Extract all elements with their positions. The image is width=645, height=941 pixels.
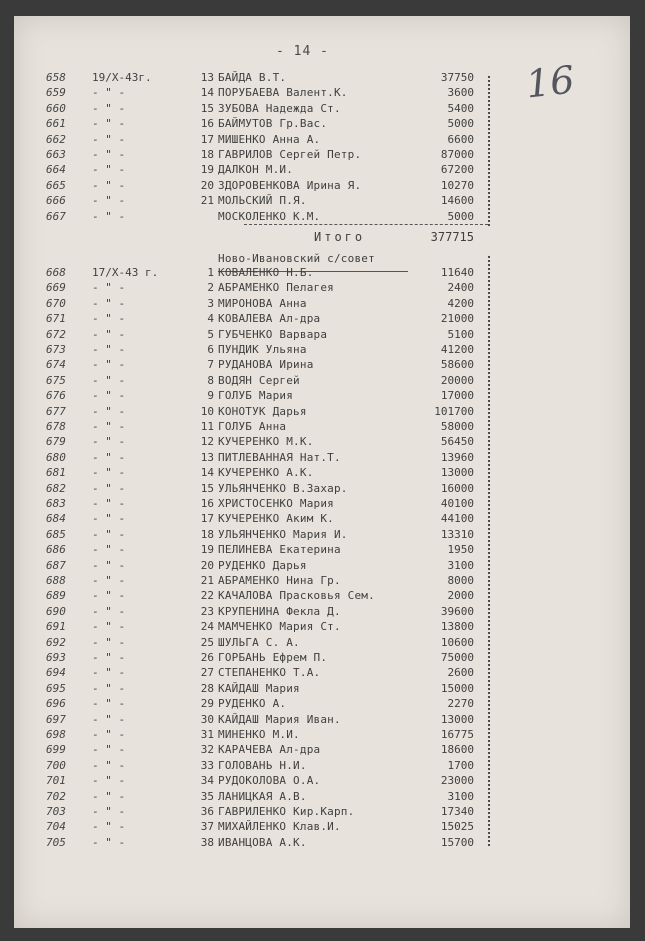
entry-subnumber: 22 [200, 589, 214, 603]
entry-amount: 5100 [447, 327, 474, 341]
entry-date: - " - [92, 281, 126, 295]
list-item [14, 297, 630, 311]
entry-date: - " - [92, 343, 126, 356]
list-item [14, 374, 630, 388]
entry-name: РУДОКОЛОВА О.А. [218, 774, 321, 788]
entry-date: - " - [92, 450, 126, 464]
entry-number: 660 [46, 101, 66, 115]
entry-date: - " - [92, 805, 126, 818]
entry-subnumber: 24 [200, 620, 214, 634]
entry-amount: 41200 [440, 343, 474, 356]
entry-amount: 2000 [447, 589, 474, 603]
entry-date: - " - [92, 194, 126, 208]
entry-name: РУДЕНКО Дарья [218, 558, 307, 572]
entry-number: 672 [46, 327, 66, 341]
entry-amount: 13960 [440, 450, 474, 464]
list-item [14, 328, 630, 342]
document-sheet [14, 16, 630, 928]
entry-name: ПОРУБАЕВА Валент.К. [218, 86, 348, 100]
entry-subnumber: 14 [200, 86, 214, 100]
entry-amount: 3100 [447, 789, 474, 803]
entry-amount: 56450 [440, 435, 474, 449]
entry-date: - " - [92, 620, 126, 634]
entry-number: 670 [46, 296, 66, 310]
entry-amount: 44100 [440, 512, 474, 526]
list-item [14, 389, 630, 403]
entry-subnumber: 14 [200, 466, 214, 480]
entry-date: - " - [92, 728, 126, 741]
entry-subnumber: 20 [200, 178, 214, 192]
entry-subnumber: 16 [200, 117, 214, 131]
entry-name: КАЧАЛОВА Прасковья Сем. [218, 589, 375, 603]
entry-number: 685 [46, 527, 66, 541]
entry-subnumber: 28 [200, 681, 214, 695]
entry-name: ГОЛУБ Анна [218, 420, 287, 433]
entry-subnumber: 9 [207, 389, 214, 403]
list-item [14, 651, 630, 665]
entry-date: - " - [92, 389, 126, 403]
list-item [14, 71, 630, 85]
entry-name: КУЧЕРЕНКО М.К. [218, 435, 314, 449]
entry-amount: 6600 [447, 132, 474, 146]
entry-number: 666 [46, 194, 66, 208]
list-item [14, 482, 630, 496]
entry-number: 664 [46, 163, 66, 177]
entry-subnumber: 7 [207, 358, 214, 372]
entry-date: - " - [92, 132, 126, 146]
entry-amount: 3600 [447, 86, 474, 100]
entry-amount: 13310 [440, 527, 474, 541]
entry-date: - " - [92, 558, 126, 572]
entry-date: - " - [92, 327, 126, 341]
list-item [14, 281, 630, 295]
entry-name: ПУНДИК Ульяна [218, 343, 307, 356]
entry-date: 17/X-43 г. [92, 266, 159, 279]
entry-name: ЗДОРОВЕНКОВА Ирина Я. [218, 178, 362, 192]
entry-amount: 11640 [440, 266, 474, 279]
entry-amount: 5000 [447, 117, 474, 131]
entry-date: 19/X-43г. [92, 71, 152, 84]
entry-number: 671 [46, 312, 66, 326]
entry-number: 700 [46, 758, 66, 772]
entry-name: РУДАНОВА Ирина [218, 358, 314, 372]
entry-subnumber: 30 [200, 712, 214, 726]
entry-date: - " - [92, 774, 126, 788]
list-item [14, 636, 630, 650]
entry-name: ХРИСТОСЕНКО Мария [218, 497, 334, 510]
entry-name: МОСКОЛЕНКО К.М. [218, 209, 321, 223]
entry-amount: 10600 [440, 635, 474, 649]
entry-name: ДАЛКОН М.И. [218, 163, 294, 177]
entry-number: 665 [46, 178, 66, 192]
list-item [14, 117, 630, 131]
entry-name: МИРОНОВА Анна [218, 296, 307, 310]
entry-number: 693 [46, 651, 66, 664]
total-label: Итого [314, 230, 366, 244]
entry-amount: 58000 [440, 420, 474, 433]
entry-name: ГУБЧЕНКО Варвара [218, 327, 328, 341]
list-item [14, 697, 630, 711]
list-item [14, 466, 630, 480]
list-item [14, 774, 630, 788]
list-item [14, 133, 630, 147]
entry-date: - " - [92, 404, 126, 418]
entry-subnumber: 5 [207, 327, 214, 341]
entry-name: БАЙМУТОВ Гр.Вас. [218, 117, 328, 131]
entry-number: 663 [46, 148, 66, 161]
entry-amount: 20000 [440, 373, 474, 387]
entry-date: - " - [92, 163, 126, 177]
handwritten-folio-number: 16 [523, 57, 577, 107]
entry-amount: 13800 [440, 620, 474, 634]
list-item [14, 620, 630, 634]
entry-number: 691 [46, 620, 66, 634]
entry-name: ЛАНИЦКАЯ А.В. [218, 789, 307, 803]
entry-date: - " - [92, 835, 126, 849]
entry-amount: 101700 [434, 404, 474, 418]
entry-amount: 5000 [447, 209, 474, 223]
entry-name: ГОРБАНЬ Ефрем П. [218, 651, 328, 664]
list-item [14, 405, 630, 419]
entry-subnumber: 35 [200, 789, 214, 803]
entry-date: - " - [92, 148, 126, 161]
list-item [14, 435, 630, 449]
entry-subnumber: 17 [200, 132, 214, 146]
entry-subnumber: 12 [200, 435, 214, 449]
entry-name: МИШЕНКО Анна А. [218, 132, 321, 146]
list-item [14, 543, 630, 557]
list-item [14, 512, 630, 526]
entry-name: АБРАМЕНКО Пелагея [218, 281, 334, 295]
entry-amount: 37750 [440, 71, 474, 84]
entry-subnumber: 15 [200, 101, 214, 115]
list-item [14, 179, 630, 193]
list-item [14, 266, 630, 280]
entry-subnumber: 37 [200, 820, 214, 834]
entry-number: 687 [46, 558, 66, 572]
entry-name: КАЙДАШ Мария Иван. [218, 712, 341, 726]
entry-name: КОНОТУК Дарья [218, 404, 307, 418]
entry-subnumber: 20 [200, 558, 214, 572]
entry-name: МОЛЬСКИЙ П.Я. [218, 194, 307, 208]
list-item [14, 148, 630, 162]
entry-subnumber: 23 [200, 604, 214, 618]
entry-amount: 16775 [440, 728, 474, 741]
entry-amount: 16000 [440, 481, 474, 495]
entry-subnumber: 21 [200, 194, 214, 208]
entry-subnumber: 8 [207, 373, 214, 387]
entry-name: ГАВРИЛЕНКО Кир.Карп. [218, 805, 355, 818]
entry-number: 679 [46, 435, 66, 449]
entry-date: - " - [92, 512, 126, 526]
entry-name: ИВАНЦОВА А.К. [218, 835, 307, 849]
entry-subnumber: 29 [200, 697, 214, 711]
entry-name: ГАВРИЛОВ Сергей Петр. [218, 148, 362, 161]
entry-subnumber: 31 [200, 728, 214, 741]
entry-number: 675 [46, 373, 66, 387]
entry-name: ГОЛОВАНЬ Н.И. [218, 758, 307, 772]
list-item [14, 312, 630, 326]
entry-name: РУДЕНКО А. [218, 697, 287, 711]
entry-amount: 15000 [440, 681, 474, 695]
entry-amount: 15025 [440, 820, 474, 834]
total-divider [244, 224, 488, 225]
entry-date: - " - [92, 743, 126, 757]
list-item [14, 559, 630, 573]
entry-number: 692 [46, 635, 66, 649]
entry-amount: 40100 [440, 497, 474, 510]
list-item [14, 343, 630, 357]
entry-number: 680 [46, 450, 66, 464]
entry-name: ПЕЛИНЕВА Екатерина [218, 543, 341, 557]
list-item [14, 497, 630, 511]
entry-number: 683 [46, 497, 66, 510]
entry-amount: 58600 [440, 358, 474, 372]
entry-date: - " - [92, 820, 126, 834]
list-item [14, 102, 630, 116]
list-item [14, 589, 630, 603]
entry-amount: 23000 [440, 774, 474, 788]
entry-name: УЛЬЯНЧЕНКО В.Захар. [218, 481, 348, 495]
entry-subnumber: 17 [200, 512, 214, 526]
entry-number: 698 [46, 728, 66, 741]
entry-amount: 10270 [440, 178, 474, 192]
entry-amount: 17000 [440, 389, 474, 403]
entry-date: - " - [92, 497, 126, 510]
list-item [14, 210, 630, 224]
entry-subnumber: 33 [200, 758, 214, 772]
list-item [14, 194, 630, 208]
entry-name: КУЧЕРЕНКО Аким К. [218, 512, 334, 526]
entry-number: 701 [46, 774, 66, 788]
entry-subnumber: 27 [200, 666, 214, 680]
entry-number: 668 [46, 266, 66, 279]
entry-subnumber: 13 [200, 71, 214, 84]
entry-name: КАЙДАШ Мария [218, 681, 300, 695]
entry-subnumber: 10 [200, 404, 214, 418]
entry-subnumber: 19 [200, 163, 214, 177]
entry-number: 704 [46, 820, 66, 834]
entry-date: - " - [92, 697, 126, 711]
entry-amount: 67200 [440, 163, 474, 177]
list-item [14, 790, 630, 804]
entry-subnumber: 21 [200, 574, 214, 587]
entry-date: - " - [92, 527, 126, 541]
list-item [14, 86, 630, 100]
entry-number: 695 [46, 681, 66, 695]
entry-name: АБРАМЕНКО Нина Гр. [218, 574, 341, 587]
entry-amount: 15700 [440, 835, 474, 849]
entry-amount: 3100 [447, 558, 474, 572]
entry-number: 703 [46, 805, 66, 818]
entry-name: ВОДЯН Сергей [218, 373, 300, 387]
entry-amount: 14600 [440, 194, 474, 208]
entry-date: - " - [92, 86, 126, 100]
entry-number: 659 [46, 86, 66, 100]
entry-number: 686 [46, 543, 66, 557]
entry-number: 678 [46, 420, 66, 433]
entry-number: 684 [46, 512, 66, 526]
council-heading [14, 252, 630, 266]
entry-date: - " - [92, 635, 126, 649]
entry-date: - " - [92, 178, 126, 192]
entry-name: КРУПЕНИНА Фекла Д. [218, 604, 341, 618]
entry-subnumber: 34 [200, 774, 214, 788]
entry-subnumber: 1 [207, 266, 214, 279]
entry-number: 677 [46, 404, 66, 418]
entry-date: - " - [92, 481, 126, 495]
entry-date: - " - [92, 789, 126, 803]
entry-amount: 5400 [447, 101, 474, 115]
entry-name: ПИТЛЕВАННАЯ Нат.Т. [218, 450, 341, 464]
entry-subnumber: 36 [200, 805, 214, 818]
entry-date: - " - [92, 466, 126, 480]
entry-subnumber: 11 [200, 420, 214, 433]
entry-amount: 2600 [447, 666, 474, 680]
entry-amount: 18600 [440, 743, 474, 757]
list-item [14, 820, 630, 834]
entry-date: - " - [92, 101, 126, 115]
list-item [14, 605, 630, 619]
entry-number: 669 [46, 281, 66, 295]
entry-number: 699 [46, 743, 66, 757]
entry-name: КАРАЧЕВА Ал-дра [218, 743, 321, 757]
entry-subnumber: 6 [207, 343, 214, 356]
list-item [14, 420, 630, 434]
entry-date: - " - [92, 373, 126, 387]
list-item [14, 759, 630, 773]
entry-date: - " - [92, 758, 126, 772]
list-item [14, 682, 630, 696]
entry-subnumber: 15 [200, 481, 214, 495]
entry-number: 696 [46, 697, 66, 711]
total-amount: 377715 [430, 230, 474, 244]
entry-subnumber: 18 [200, 527, 214, 541]
entry-number: 688 [46, 574, 66, 587]
entry-date: - " - [92, 209, 126, 223]
list-item [14, 805, 630, 819]
entry-date: - " - [92, 420, 126, 433]
entry-name: СТЕПАНЕНКО Т.А. [218, 666, 321, 680]
entry-amount: 13000 [440, 466, 474, 480]
entry-amount: 8000 [447, 574, 474, 587]
list-item [14, 743, 630, 757]
entry-subnumber: 2 [207, 281, 214, 295]
entry-subnumber: 25 [200, 635, 214, 649]
entry-name: КОВАЛЕВА Ал-дра [218, 312, 321, 326]
entry-name: БАЙДА В.Т. [218, 71, 287, 84]
entry-date: - " - [92, 117, 126, 131]
entry-number: 676 [46, 389, 66, 403]
entry-date: - " - [92, 312, 126, 326]
entry-subnumber: 38 [200, 835, 214, 849]
list-item [14, 451, 630, 465]
entry-number: 662 [46, 132, 66, 146]
list-item [14, 728, 630, 742]
entry-date: - " - [92, 543, 126, 557]
entry-amount: 13000 [440, 712, 474, 726]
entry-date: - " - [92, 574, 126, 587]
entry-amount: 75000 [440, 651, 474, 664]
list-item [14, 358, 630, 372]
entry-date: - " - [92, 358, 126, 372]
list-item [14, 666, 630, 680]
entry-name: ШУЛЬГА С. А. [218, 635, 300, 649]
entry-number: 694 [46, 666, 66, 680]
entry-subnumber: 19 [200, 543, 214, 557]
council-name: Ново-Ивановский с/совет [218, 252, 375, 265]
entry-number: 697 [46, 712, 66, 726]
entry-date: - " - [92, 681, 126, 695]
entry-name: КОВАЛЕНКО Н.Б. [218, 266, 314, 279]
entry-date: - " - [92, 651, 126, 664]
entry-date: - " - [92, 589, 126, 603]
entry-amount: 1700 [447, 758, 474, 772]
list-item [14, 574, 630, 588]
entry-date: - " - [92, 666, 126, 680]
column-dots [488, 76, 496, 226]
entry-name: МИХАЙЛЕНКО Клав.И. [218, 820, 341, 834]
entry-amount: 39600 [440, 604, 474, 618]
entry-date: - " - [92, 435, 126, 449]
entry-number: 658 [46, 71, 66, 84]
entry-number: 702 [46, 789, 66, 803]
entry-name: МАМЧЕНКО Мария Ст. [218, 620, 341, 634]
entry-number: 674 [46, 358, 66, 372]
entry-subnumber: 4 [207, 312, 214, 326]
entry-name: МИНЕНКО М.И. [218, 728, 300, 741]
entry-name: УЛЬЯНЧЕНКО Мария И. [218, 527, 348, 541]
entry-amount: 21000 [440, 312, 474, 326]
entry-amount: 87000 [440, 148, 474, 161]
entry-subnumber: 32 [200, 743, 214, 757]
list-item [14, 163, 630, 177]
list-item [14, 528, 630, 542]
entry-number: 690 [46, 604, 66, 618]
list-item [14, 713, 630, 727]
page-number: - 14 - [276, 44, 329, 59]
entry-subnumber: 3 [207, 296, 214, 310]
entry-number: 667 [46, 209, 66, 223]
entry-name: КУЧЕРЕНКО А.К. [218, 466, 314, 480]
entry-subnumber: 18 [200, 148, 214, 161]
entry-number: 705 [46, 835, 66, 849]
entry-name: ЗУБОВА Надежда Ст. [218, 101, 341, 115]
total-row [14, 230, 630, 244]
entry-number: 682 [46, 481, 66, 495]
entry-date: - " - [92, 296, 126, 310]
entry-amount: 1950 [447, 543, 474, 557]
entry-number: 681 [46, 466, 66, 480]
list-item [14, 836, 630, 850]
entry-amount: 17340 [440, 805, 474, 818]
entry-subnumber: 16 [200, 497, 214, 510]
entry-date: - " - [92, 604, 126, 618]
entry-number: 661 [46, 117, 66, 131]
entry-name: ГОЛУБ Мария [218, 389, 294, 403]
entry-number: 689 [46, 589, 66, 603]
entry-amount: 2270 [447, 697, 474, 711]
entry-subnumber: 26 [200, 651, 214, 664]
entry-amount: 2400 [447, 281, 474, 295]
entry-amount: 4200 [447, 296, 474, 310]
entry-subnumber: 13 [200, 450, 214, 464]
entry-date: - " - [92, 712, 126, 726]
entry-number: 673 [46, 343, 66, 356]
